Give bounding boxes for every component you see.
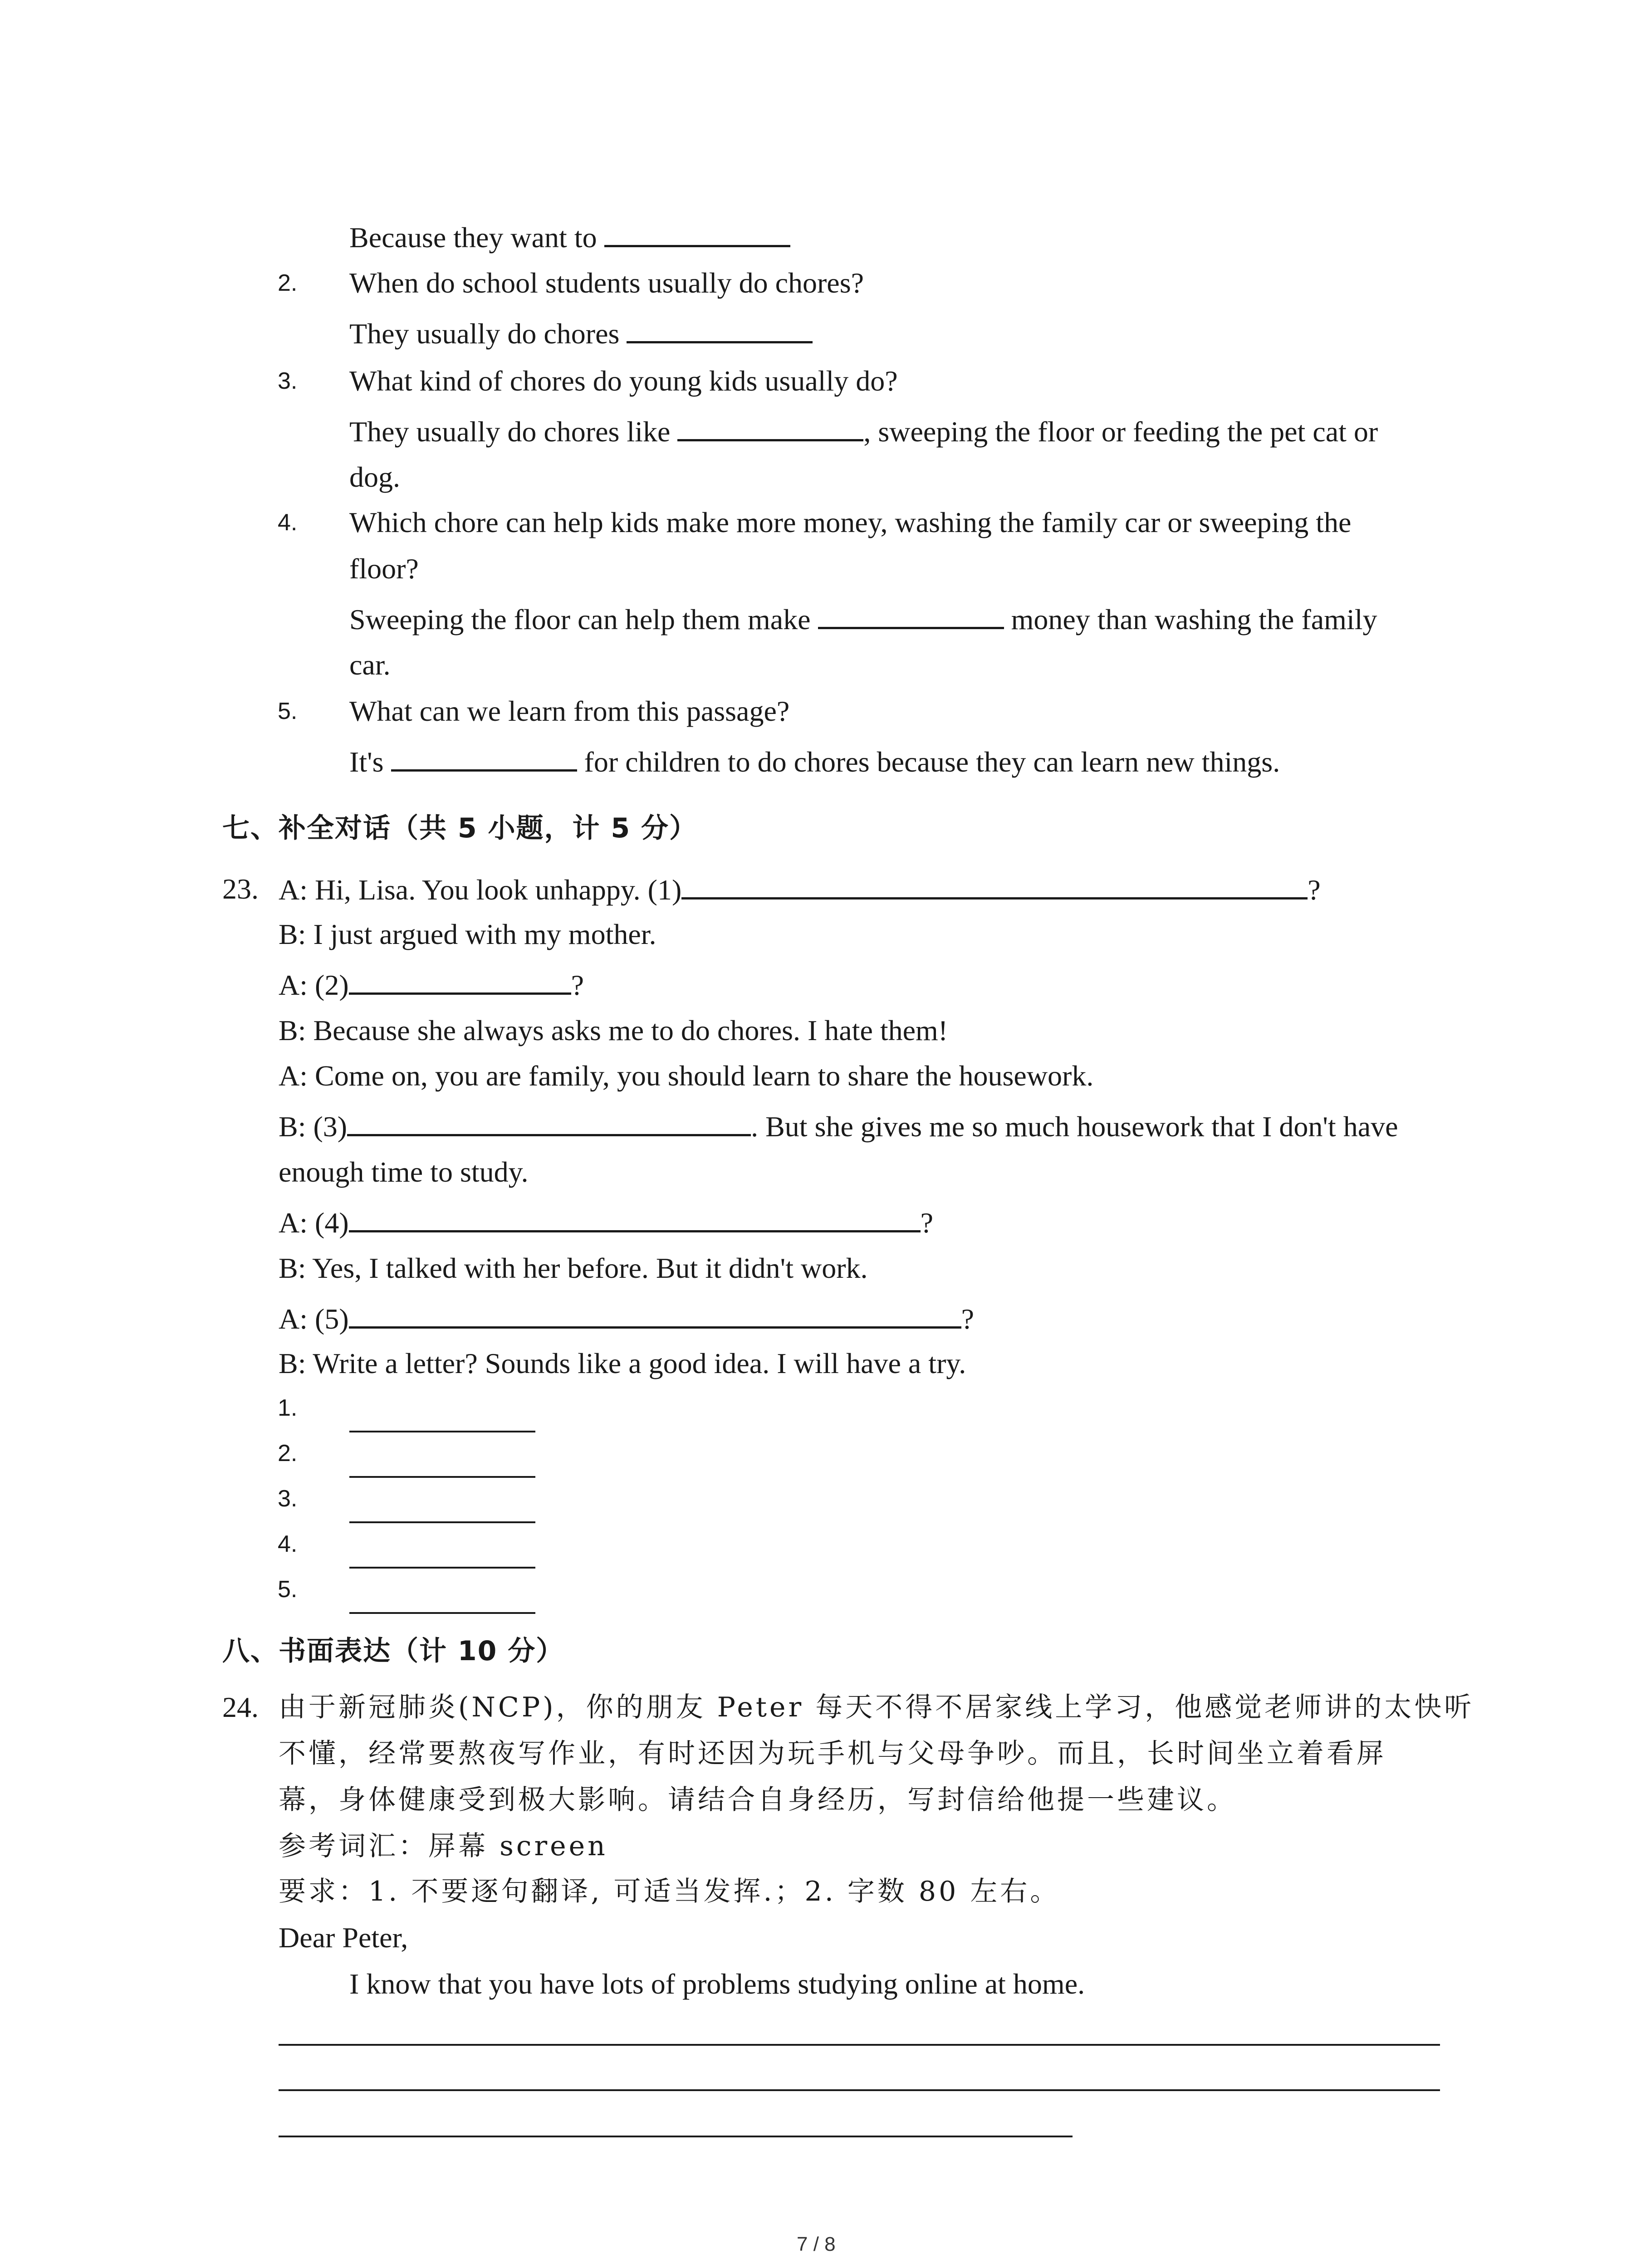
answer-line: It's for children to do chores because they can learn new things.	[349, 743, 1280, 780]
answer-blank[interactable]	[349, 1431, 535, 1432]
question-number: 24.	[222, 1691, 259, 1723]
answer-blank[interactable]	[677, 413, 863, 441]
section-heading: 八、书面表达（计 10 分）	[222, 1635, 564, 1667]
dialogue-line: B: I just argued with my mother.	[279, 918, 656, 950]
writing-prompt: 幕，身体健康受到极大影响。请结合自身经历，写封信给他提一些建议。	[279, 1784, 1237, 1816]
dialogue-line: B: Because she always asks me to do chores. I hate them!	[279, 1014, 948, 1046]
dialogue-blank[interactable]	[349, 1300, 961, 1329]
dialogue-line: A: (4) ?	[279, 1204, 933, 1241]
question-text: What can we learn from this passage?	[349, 695, 790, 727]
dialogue-blank[interactable]	[349, 1204, 921, 1232]
question-number: 5.	[278, 698, 298, 724]
answer-number: 5.	[278, 1576, 298, 1603]
answer-blank[interactable]	[818, 601, 1004, 629]
question-text: What kind of chores do young kids usually do?	[349, 365, 898, 397]
answer-blank[interactable]	[627, 315, 813, 343]
answer-blank[interactable]	[349, 1612, 535, 1614]
dialogue-line: A: Come on, you are family, you should learn to share the housework.	[279, 1060, 1094, 1092]
answer-blank[interactable]	[604, 219, 790, 247]
question-text: When do school students usually do chores?	[349, 267, 864, 299]
answer-blank[interactable]	[349, 1567, 535, 1569]
question-number: 4.	[278, 509, 298, 536]
dialogue-blank[interactable]	[347, 1108, 751, 1136]
writing-line[interactable]	[279, 2136, 1073, 2137]
answer-line: Sweeping the floor can help them make money than washing the family	[349, 601, 1377, 638]
dialogue-blank[interactable]	[681, 871, 1308, 899]
dialogue-line: A: (5) ?	[279, 1300, 974, 1337]
writing-prompt: 不懂，经常要熬夜写作业，有时还因为玩手机与父母争吵。而且，长时间坐立着看屏	[279, 1738, 1386, 1769]
answer-blank[interactable]	[349, 1476, 535, 1478]
answer-number: 4.	[278, 1531, 298, 1557]
requirements: 要求：1. 不要逐句翻译, 可适当发挥.；2. 字数 80 左右。	[279, 1876, 1060, 1907]
answer-number: 1.	[278, 1395, 298, 1421]
answer-blank[interactable]	[391, 743, 577, 772]
answer-blank[interactable]	[349, 1521, 535, 1523]
letter-salutation: Dear Peter,	[279, 1921, 408, 1954]
dialogue-blank[interactable]	[349, 966, 571, 995]
answer-line-cont: dog.	[349, 461, 400, 493]
question-number: 23.	[222, 873, 259, 905]
dialogue-line: B: Write a letter? Sounds like a good idea. I will have a try.	[279, 1347, 966, 1379]
answer-line: They usually do chores like , sweeping the floor or feeding the pet cat or	[349, 413, 1378, 450]
dialogue-line: A: (2) ?	[279, 966, 584, 1003]
answer-number: 3.	[278, 1486, 298, 1512]
letter-opening: I know that you have lots of problems studying online at home.	[349, 1968, 1085, 2000]
dialogue-line: A: Hi, Lisa. You look unhappy. (1) ?	[279, 871, 1321, 908]
page-number: 7 / 8	[797, 2233, 836, 2255]
question-text: Which chore can help kids make more money, washing the family car or sweeping the	[349, 506, 1352, 538]
writing-line[interactable]	[279, 2044, 1440, 2046]
writing-prompt: 由于新冠肺炎(NCP)，你的朋友 Peter 每天不得不居家线上学习，他感觉老师讲的太快听	[279, 1691, 1474, 1723]
answer-line-cont: car.	[349, 649, 391, 681]
vocab-hint: 参考词汇：屏幕 screen	[279, 1830, 608, 1862]
answer-number: 2.	[278, 1440, 298, 1466]
question-number: 2.	[278, 270, 298, 296]
question-text-cont: floor?	[349, 552, 419, 585]
writing-line[interactable]	[279, 2089, 1440, 2091]
answer-line: They usually do chores	[349, 315, 813, 352]
question-number: 3.	[278, 368, 298, 394]
dialogue-line-cont: enough time to study.	[279, 1156, 529, 1188]
dialogue-line: B: (3) . But she gives me so much housework that I don't have	[279, 1108, 1398, 1145]
dialogue-line: B: Yes, I talked with her before. But it didn't work.	[279, 1252, 868, 1284]
q1-answer-line: Because they want to	[349, 219, 790, 256]
section-heading: 七、补全对话（共 5 小题，计 5 分）	[222, 812, 698, 844]
